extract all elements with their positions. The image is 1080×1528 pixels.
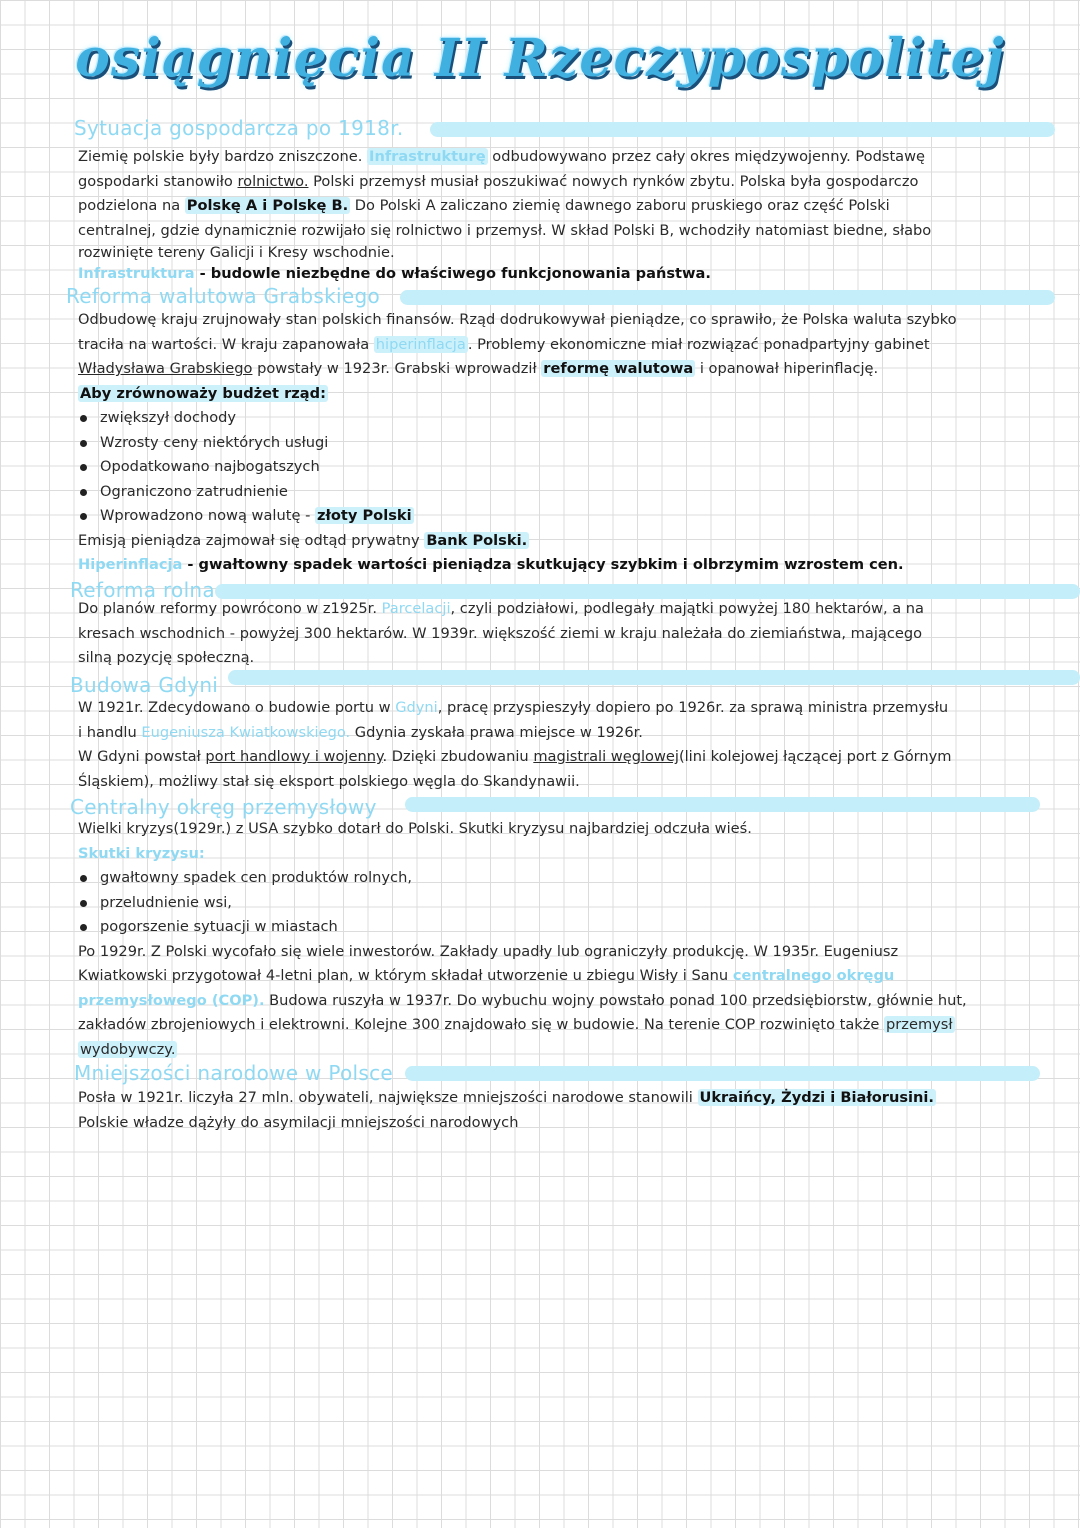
page-title: osiągnięcia II Rzeczypospolitej [75, 28, 1005, 89]
section-heading-currency-reform: Reforma walutowa Grabskiego [66, 284, 381, 308]
section-currency-body [78, 308, 1023, 578]
section-gdynia-body [78, 696, 1023, 794]
text-line: rozwinięte tereny Galicji i Kresy wschodnie. [78, 244, 395, 261]
text-line: W Gdyni powstał port handlowy i wojenny. Dzięki zbudowaniu magistrali węglowej(lini kolejowej łączącej port z Górnym [78, 748, 952, 765]
text-line: Polskie władze dążyły do asymilacji mniejszości narodowych [78, 1113, 519, 1131]
section-heading-minorities: Mniejszości narodowe w Polsce [74, 1061, 394, 1085]
text-line: Ziemię polskie były bardzo zniszczone. Infrastrukturę odbudowywano przez cały okres międzywojenny. Podstawę [78, 148, 926, 165]
section-heading-economy: Sytuacja gospodarcza po 1918r. [74, 116, 404, 140]
list-item: zwiększył dochody [78, 406, 1023, 431]
text-line: Odbudowę kraju zrujnowały stan polskich finansów. Rząd dodrukowywał pieniądze, co sprawiło, że Polska waluta szybko [78, 311, 957, 328]
text-line: Kwiatkowski przygotował 4-letni plan, w którym składał utworzenie u zbiegu Wisły i Sanu centralnego okręgu [78, 967, 895, 984]
section-land-reform-body [78, 597, 1023, 671]
heading-bar [400, 290, 1055, 305]
list-item: pogorszenie sytuacji w miastach [78, 915, 1023, 940]
text-line: kresach wschodnich - powyżej 300 hektarów. W 1939r. większość ziemi w kraju należała do ziemiaństwa, mającego [78, 624, 923, 642]
text-line: Emisją pieniądza zajmował się odtąd prywatny Bank Polski. [78, 531, 528, 549]
heading-bar [405, 797, 1040, 812]
text-line: i handlu Eugeniusza Kwiatkowskiego. Gdynia zyskała prawa miejsce w 1926r. [78, 723, 643, 741]
text-line: przemysłowego (COP). Budowa ruszyła w 1937r. Do wybuchu wojny powstało ponad 100 przedsiębiorstw, głównie hut, [78, 991, 967, 1009]
list-item: Opodatkowano najbogatszych [78, 455, 1023, 480]
text-line: Po 1929r. Z Polski wycofało się wiele inwestorów. Zakłady upadły lub ograniczyły produkcję. W 1935r. Eugeniusz [78, 942, 899, 960]
list-item: Wzrosty ceny niektórych usługi [78, 431, 1023, 456]
section-minorities-body [78, 1086, 1023, 1135]
section-heading-cop: Centralny okręg przemysłowy [70, 795, 377, 819]
text-line: gospodarki stanowiło rolnictwo. Polski przemysł musiał poszukiwać nowych rynków zbytu. Polska była gospodarczo [78, 172, 919, 190]
text-line: Władysława Grabskiego powstały w 1923r. Grabski wprowadził reformę walutowa i opanował hiperinflację. [78, 360, 879, 377]
list-item: przeludnienie wsi, [78, 891, 1023, 916]
section-heading-gdynia: Budowa Gdyni [70, 673, 219, 697]
list-item: Wprowadzono nową walutę - złoty Polski [78, 504, 1023, 529]
text-line: zakładów zbrojeniowych i elektrowni. Kolejne 300 znajdowało się w budowie. Na terenie COP rozwinięto także przemysł [78, 1016, 953, 1033]
heading-bar [405, 1066, 1040, 1081]
text-line: Śląskiem), możliwy stał się eksport polskiego węgla do Skandynawii. [78, 772, 580, 790]
text-line: Do planów reformy powrócono w z1925r. Parcelacji, czyli podziałowi, podlegały majątki powyżej 180 hektarów, a na [78, 600, 924, 617]
heading-bar [228, 670, 1080, 685]
text-line: traciła na wartości. W kraju zapanowała hiperinflacja . Problemy ekonomiczne miał rozwiązać ponadpartyjny gabinet [78, 335, 930, 353]
heading-bar [430, 122, 1055, 137]
section-cop-body [78, 817, 1023, 1062]
text-line: W 1921r. Zdecydowano o budowie portu w Gdyni, pracę przyspieszyły dopiero po 1926r. za sprawą ministra przemysłu [78, 699, 949, 716]
text-line: Wielki kryzys(1929r.) z USA szybko dotarł do Polski. Skutki kryzysu najbardziej odczuła wieś. [78, 820, 752, 837]
subheading: Skutki kryzysu: [78, 844, 205, 862]
list-item: gwałtowny spadek cen produktów rolnych, [78, 866, 1023, 891]
definition-line: Hiperinflacja - gwałtowny spadek wartości pieniądza skutkujący szybkim i olbrzymim wzrostem cen. [78, 556, 904, 573]
list-item: Ograniczono zatrudnienie [78, 480, 1023, 505]
definition-line: Infrastruktura - budowle niezbędne do właściwego funkcjonowania państwa. [78, 265, 711, 282]
section-heading-land-reform: Reforma rolna [70, 578, 215, 602]
text-line: silną pozycję społeczną. [78, 649, 255, 666]
text-line: Posła w 1921r. liczyła 27 mln. obywateli, największe mniejszości narodowe stanowili Ukraińcy, Żydzi i Białorusini. [78, 1089, 934, 1106]
section-economy-body [78, 145, 1023, 287]
text-line: centralnej, gdzie dynamicznie rozwijało się rolnictwo i przemysł. W skład Polski B, wchodziły natomiast biedne, słabo [78, 221, 932, 239]
text-line: wydobywczy. [80, 1040, 176, 1058]
text-line: Aby zrównoważy budżet rząd: [80, 384, 326, 402]
text-line: podzielona na Polskę A i Polskę B. Do Polski A zaliczano ziemię dawnego zaboru pruskiego oraz część Polski [78, 197, 890, 214]
